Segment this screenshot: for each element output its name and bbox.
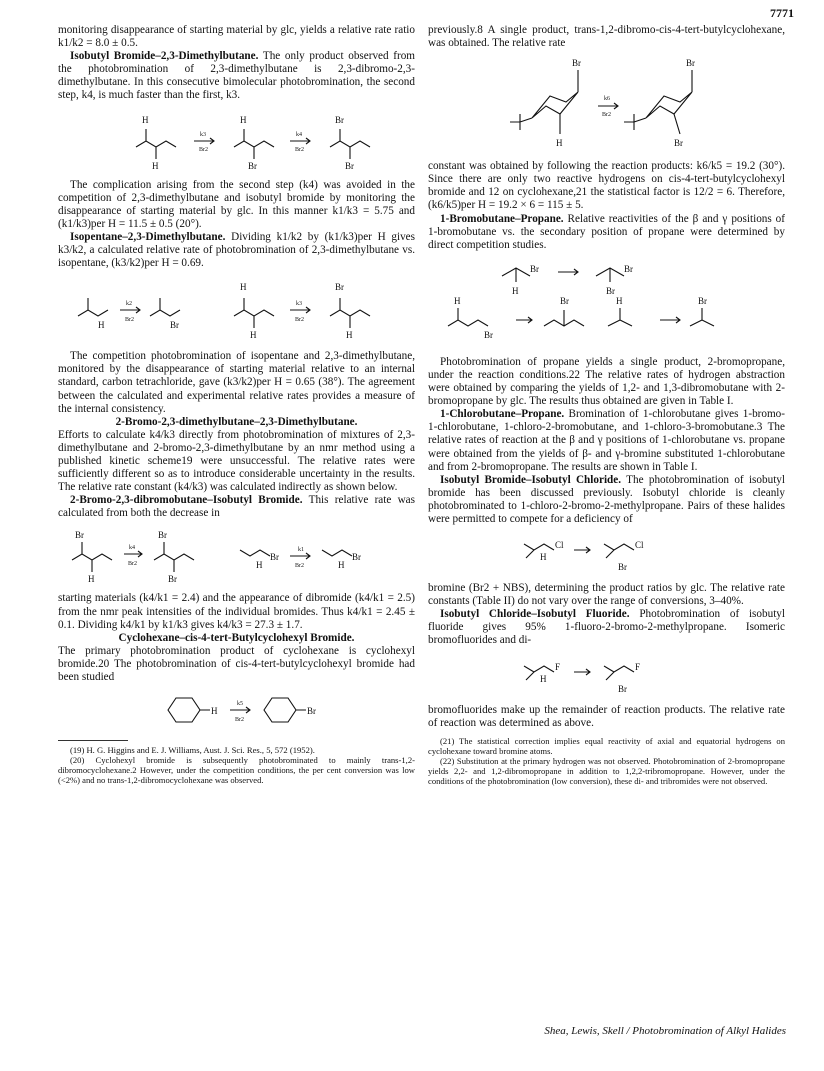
paragraph (58, 50, 415, 102)
atom-label: Br (560, 295, 569, 306)
paragraph (428, 608, 785, 647)
paragraph: previously.8 A single product, trans-1,2-dibromo-cis-4-tert-butylcyclohexane, was obtained. The relative rate (428, 24, 785, 50)
paragraph-text: Relative reactivities of the β and γ positions of 1-bromobutane vs. the secondary position of propane were determined by direct competition studies. (428, 212, 785, 251)
paragraph-text: Bromination of 1-chlorobutane gives 1-bromo-1-chlorobutane, 1-chloro-2-bromobutane, and 1-chloro-3-bromobutane.3 The relative rates of reaction at the β and γ positions of 1-chlorobutane vs. propane were obtained from the yields of β- and γ-bromine substituted 1-chlorobutane and from 2-bromopropane. The results are shown in Table I. (428, 408, 785, 473)
section-heading: Isobutyl Bromide–Isobutyl Chloride. (440, 473, 622, 486)
rate-label: k2 (126, 301, 132, 308)
paragraph (428, 408, 785, 473)
section-heading: 2-Bromo-2,3-dimethylbutane–2,3-Dimethylbutane. (115, 415, 358, 428)
scheme-cyclohexane (58, 690, 415, 730)
atom-label: Br (624, 263, 633, 274)
atom-label: Br (307, 706, 316, 717)
paragraph (428, 213, 785, 252)
paragraph: Photobromination of propane yields a single product, 2-bromopropane, under the reaction conditions.22 The relative rates of hydrogen abstraction were obtained by comparing the yields of 1,2- and 1,3-dibromobutane with 2-bromopropane by glc. The results thus obtained are given in Table I. (428, 355, 785, 408)
atom-label: H (556, 138, 563, 149)
atom-label: H (250, 330, 257, 341)
paragraph: bromofluorides make up the remainder of reaction products. The relative rate of reaction was determined as above. (428, 703, 785, 729)
atom-label: H (512, 285, 519, 296)
left-column (58, 24, 415, 785)
section-heading: Cyclohexane–cis-4-tert-Butylcyclohexyl Bromide. (118, 631, 355, 644)
atom-label: Br (335, 282, 344, 293)
atom-label: H (88, 574, 95, 585)
atom-label: Br (168, 574, 177, 585)
atom-label: H (346, 330, 353, 341)
paragraph: The complication arising from the second step (k4) was avoided in the competition of 2,3-dimethylbutane and isobutyl bromide by monitoring the disappearance of starting material by glc. In this manner k1/k3 = 5.75 and (k1/k3)per H = 11.5 ± 0.5 (20°). (58, 178, 415, 230)
atom-label: Br (75, 530, 84, 541)
right-column (428, 24, 785, 786)
scheme-dibromo (58, 526, 415, 584)
paragraph: The competition photobromination of isopentane and 2,3-dimethylbutane, monitored by the disappearance of starting material relative to an internal standard, carbon tetrachloride, gave (k3/k2)per H = 0.65 (38°). The agreement between the calculated and experimental relative rates provides a measure of the internal consistency. (58, 350, 415, 415)
paragraph-text: The photobromination of isobutyl bromide has been discussed previously. Isobutyl chloride is cleanly photobrominated to 1-chloro-2-bromo-2-methylpropane. Pairs of these halides were permitted to compete for a deficiency of (428, 473, 785, 525)
paragraph (58, 231, 415, 270)
paragraph (428, 474, 785, 526)
paragraph: bromine (Br2 + NBS), determining the product ratios by glc. The relative rate constants (Table II) do not vary over the range of conversions, 3–40%. (428, 582, 785, 608)
section-heading: 1-Bromobutane–Propane. (440, 212, 564, 225)
atom-label: H (540, 552, 547, 563)
rate-label: k4 (296, 131, 302, 138)
scheme-isopentane (58, 276, 415, 342)
scheme-dimethylbutane (58, 109, 415, 171)
paragraph (58, 494, 415, 520)
paragraph-text: This relative rate was calculated from both the decrease in (58, 494, 415, 520)
paragraph: The primary photobromination product of cyclohexane is cyclohexyl bromide.20 The photobromination of cis-4-tert-butylcyclohexyl bromide had been studied (58, 644, 415, 683)
reagent-label: Br2 (125, 317, 134, 324)
section-heading: Isopentane–2,3-Dimethylbutane. (70, 230, 226, 243)
rate-label: k1 (298, 547, 304, 554)
atom-label: H (98, 320, 105, 331)
scheme-isobutyl-fluoride (428, 654, 785, 696)
atom-label: Br (618, 683, 627, 694)
atom-label: H (152, 160, 159, 171)
atom-label: Br (335, 114, 344, 125)
atom-label: Br (698, 295, 707, 306)
section-heading: 1-Chlorobutane–Propane. (440, 408, 565, 421)
section-heading: Isobutyl Bromide–2,3-Dimethylbutane. (70, 50, 259, 63)
rate-label: k6 (604, 96, 610, 103)
footnote: (19) H. G. Higgins and E. J. Williams, Aust. J. Sci. Res., 5, 572 (1952). (70, 745, 315, 756)
reagent-label: Br2 (602, 112, 611, 119)
paragraph: constant was obtained by following the reaction products: k6/k5 = 19.2 (30°). Since there are only two reactive hydrogens on cis-4-tert-butylcyclohexyl bromide and 12 on cyclohexane,21 the statistical factor is 12/2 = 6. Therefore, (k6/k5)per H = 19.2 × 6 = 115 ± 5. (428, 160, 785, 212)
atom-label: Br (606, 285, 615, 296)
running-footer: Shea, Lewis, Skell / Photobromination of Alkyl Halides (544, 1025, 786, 1037)
atom-label: H (616, 295, 623, 306)
rate-label: k3 (296, 301, 302, 308)
atom-label: Br (158, 530, 167, 541)
atom-label: Br (484, 329, 493, 340)
paragraph (58, 632, 415, 645)
atom-label: H (256, 560, 263, 571)
atom-label: Br (572, 58, 581, 69)
paragraph-text: The only product observed from the photobromination of 2,3-dimethylbutane is 2,3-dibromo-2,3-dimethylbutane. In this consecutive bimolecular photobromination, the second step, k4, is much faster than the first, k3. (58, 50, 415, 102)
atom-label: H (211, 706, 218, 717)
atom-label: Br (674, 138, 683, 149)
rate-label: k5 (237, 701, 243, 708)
paragraph-text: Dividing k1/k2 by (k1/k3)per H gives k3/k2, a calculated relative rate of photobromination of 2,3-dimethylbutane vs. isopentane, (k3/k2)per H = 0.69. (58, 230, 416, 270)
atom-label: F (635, 661, 641, 672)
scheme-isobutyl-chloride (428, 532, 785, 574)
footnote: (21) The statistical correction implies equal reactivity of axial and equatorial hydrogens on cyclohexane toward bromine atoms. (428, 735, 785, 756)
atom-label: Br (530, 263, 539, 274)
paragraph: monitoring disappearance of starting material by glc, yields a relative rate ratio k1/k2 = 8.0 ± 0.5. (58, 24, 415, 50)
footnote-rule (58, 740, 128, 741)
reagent-label: Br2 (295, 563, 304, 570)
atom-label: Br (618, 562, 627, 573)
section-heading: 2-Bromo-2,3-dibromobutane–Isobutyl Bromide. (70, 494, 303, 507)
reagent-label: Br2 (199, 146, 208, 153)
reagent-label: Br2 (235, 717, 244, 724)
atom-label: Cl (555, 540, 564, 551)
atom-label: Cl (635, 540, 644, 551)
atom-label: H (240, 282, 247, 293)
footnote: (20) Cyclohexyl bromide is subsequently photobrominated to mainly trans-1,2-dibromocyclohexane.2 However, under the competition conditions, the per cent conversion was low (<2%) and no trans-1,2-dibromocyclohexane was observed. (58, 755, 415, 786)
atom-label: H (240, 114, 247, 125)
paragraph: Efforts to calculate k4/k3 directly from photobromination of mixtures of 2,3-dimethylbutane and 2-bromo-2,3-dimethylbutane by an nmr method using a published kinetic scheme19 were unsuccessful. The relative rates were sufficiently different so as to introduce considerable uncertainty in the results. The relative rate constant (k4/k3) was calculated indirectly as shown below. (58, 428, 415, 494)
page-number: 7771 (770, 6, 794, 20)
section-heading: Isobutyl Chloride–Isobutyl Fluoride. (440, 608, 630, 621)
atom-label: H (540, 673, 547, 684)
scheme-cyclohexyl-bromide (428, 56, 785, 152)
reagent-label: Br2 (295, 146, 304, 153)
paragraph (58, 416, 415, 429)
atom-label: Br (170, 320, 179, 331)
footnote: (22) Substitution at the primary hydrogen was not observed. Photobromination of 2-bromopropane yields 2,2- and 1,2-dibromopropane in addition to 1,2,2-tribromopropane. However, under the conditions of the photobromination (low conversion), these di- and tribromides were not observed. (428, 755, 785, 786)
atom-label: H (142, 114, 149, 125)
atom-label: H (338, 560, 345, 571)
paragraph: starting materials (k4/k1 = 2.4) and the appearance of dibromide (k4/k1 = 2.5) from the nmr peak intensities of the individual bromides. Thus k4/k1 = 2.45 ± 0.1. Dividing k4/k1 by k1/k3 gives k4/k3 = 27.3 ± 1.7. (58, 592, 415, 631)
atom-label: Br (686, 58, 695, 69)
reagent-label: Br2 (295, 317, 304, 324)
atom-label: Br (352, 552, 361, 563)
rate-label: k3 (200, 131, 206, 138)
reagent-label: Br2 (128, 561, 137, 568)
atom-label: H (454, 295, 461, 306)
atom-label: F (555, 661, 561, 672)
scheme-propane (428, 258, 785, 348)
atom-label: Br (248, 160, 257, 171)
paragraph-text: Photobromination of isobutyl fluoride gives 95% 1-fluoro-2-bromo-2-methylpropane. Isomeric bromofluorides and di- (428, 608, 786, 647)
rate-label: k4 (129, 545, 135, 552)
atom-label: Br (345, 160, 354, 171)
atom-label: Br (270, 552, 279, 563)
